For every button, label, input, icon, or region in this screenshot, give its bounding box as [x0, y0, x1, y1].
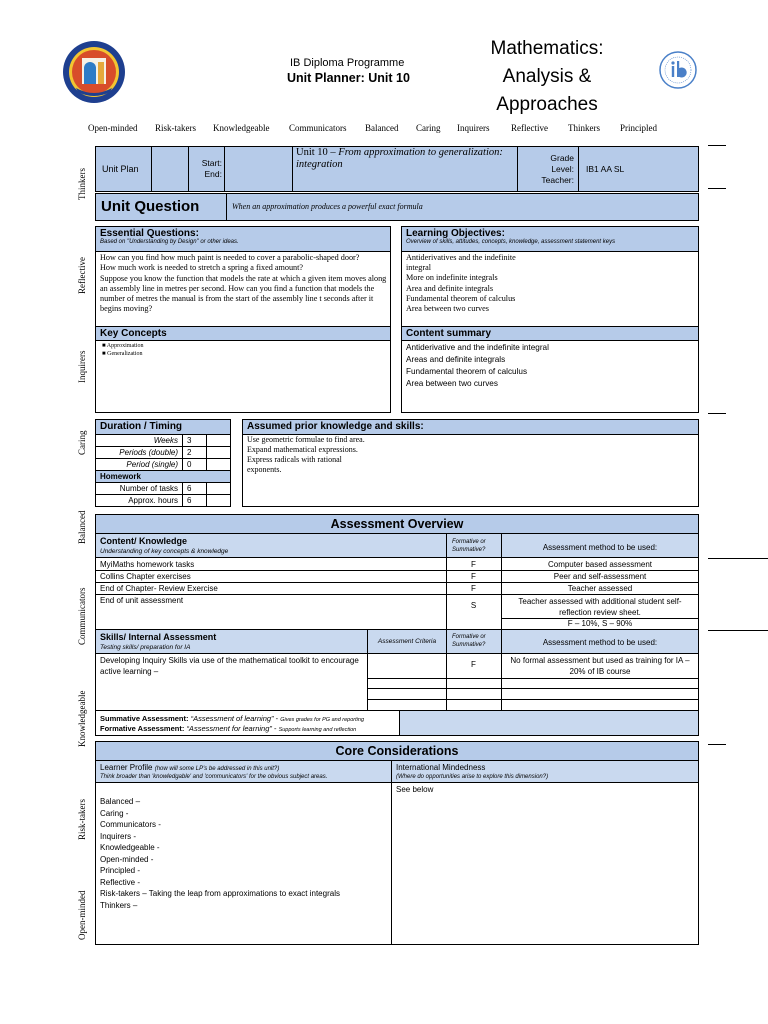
duration-row [96, 459, 230, 471]
end-label: End: [204, 169, 222, 179]
lp-item: Inquirers - [100, 831, 137, 841]
assessment-fs: F [471, 584, 476, 593]
assessment-row: Collins Chapter exercises [100, 572, 191, 581]
unit-title [296, 147, 516, 171]
assessment-row: End of Chapter- Review Exercise [100, 584, 218, 593]
grade-label: Grade [550, 153, 574, 163]
assessment-method: Teacher assessed [567, 584, 633, 593]
duration-value: 0 [187, 460, 192, 469]
profile-knowledgeable: Knowledgeable [213, 123, 270, 133]
skills-sub: Testing skills/ preparation for IA [100, 644, 191, 651]
lp-head: Learner Profile [100, 763, 153, 772]
profile-open-minded: Open-minded [88, 123, 138, 133]
objective-item: Area and definite integrals [406, 283, 494, 293]
side-label-caring: Caring [77, 430, 87, 455]
assessment-fs: F [471, 572, 476, 581]
assessment-fs: S [470, 601, 477, 610]
profile-thinkers: Thinkers [568, 123, 600, 133]
core-box [95, 741, 699, 945]
unit-question-row [95, 193, 699, 221]
prior-knowledge-box [242, 419, 699, 507]
key-concepts-title: Key Concepts [100, 328, 167, 339]
core-title: Core Considerations [335, 744, 459, 758]
im-text: See below [396, 785, 434, 794]
content-summary-item: Area between two curves [406, 379, 498, 388]
summative-quote: “Assessment of learning” [190, 714, 274, 723]
level-label: Level: [551, 164, 574, 174]
content-head: Content/ Knowledge [100, 536, 187, 546]
homework-row [96, 495, 230, 506]
formative-row: Formative Assessment: “Assessment for learning” - Supports learning and reflection [100, 724, 357, 733]
objectives-title: Learning Objectives: [406, 228, 505, 239]
unit-title-text: From approximation to generalization: integration [296, 147, 503, 170]
side-label-thinkers: Thinkers [77, 168, 87, 200]
assessment-row: MyiMaths homework tasks [100, 560, 195, 569]
objectives-box [401, 226, 699, 413]
homework-label: Approx. hours [128, 496, 178, 505]
profile-reflective: Reflective [511, 123, 548, 133]
key-concept-item: ■ Approximation [102, 343, 144, 349]
unit-question-label: Unit Question [101, 198, 200, 215]
start-label: Start: [201, 158, 222, 168]
assessment-box [95, 514, 699, 736]
summative-label: Summative Assessment: [100, 714, 189, 723]
unit-question-text: When an approximation produces a powerful exact formula [232, 202, 423, 211]
lp-item: Risk-takers – Taking the leap from approximations to exact integrals [100, 889, 340, 898]
formative-note: Supports learning and reflection [278, 727, 357, 733]
margin-line [708, 413, 726, 414]
assessment-fs: F [471, 560, 476, 569]
side-label-balanced: Balanced [77, 510, 87, 544]
homework-label: Homework [100, 472, 141, 481]
profile-caring: Caring [416, 123, 441, 133]
unit-title-prefix: Unit 10 – [296, 147, 339, 158]
content-summary-item: Areas and definite integrals [406, 355, 506, 364]
im-sub: (Where do opportunities arise to explore this dimension?) [396, 774, 549, 780]
profile-balanced: Balanced [365, 123, 399, 133]
summative-note: Gives grades for PG and reporting [280, 717, 364, 723]
objective-item: Antiderivatives and the indefinite integral [406, 253, 516, 273]
side-label-knowledgeable: Knowledgeable [77, 690, 87, 747]
formative-label: Formative Assessment: [100, 724, 185, 733]
grade-labels [520, 153, 574, 186]
level-value: IB1 AA SL [586, 164, 625, 174]
lp-item: Caring - [100, 808, 129, 818]
lp-item: Thinkers – [100, 900, 138, 910]
lp-head-row [100, 763, 279, 772]
skills-row: Developing Inquiry Skills via use of the mathematical toolkit to encourage active learning – [100, 656, 359, 676]
content-summary-list [406, 342, 549, 390]
key-concepts-list [102, 342, 143, 358]
margin-line [708, 145, 726, 146]
school-logo [62, 40, 126, 104]
margin-line [708, 188, 726, 189]
duration-row [96, 447, 230, 459]
side-label-inquirers: Inquirers [77, 350, 87, 383]
lp-item: Principled - [100, 866, 141, 875]
side-label-open-minded: Open-minded [77, 890, 87, 940]
content-summary-item: Fundamental theorem of calculus [406, 367, 528, 376]
assessment-method: Peer and self-assessment [553, 572, 647, 581]
assessment-title: Assessment Overview [330, 517, 464, 531]
duration-box [95, 419, 231, 507]
content-summary-title: Content summary [406, 328, 492, 339]
assessment-method: Computer based assessment [547, 560, 653, 569]
criteria-head: Assessment Criteria [377, 638, 437, 645]
subject-line-3: Approaches [496, 94, 598, 115]
assessment-method: Teacher assessed with additional student self-reflection review sheet. [518, 597, 682, 617]
im-head: International Mindedness [396, 763, 486, 772]
lp-item: Reflective - [100, 877, 141, 887]
summative-row: Summative Assessment: “Assessment of learning” - Gives grades for PG and reporting [100, 714, 364, 723]
skills-head: Skills/ Internal Assessment [100, 632, 217, 642]
unit-row [95, 146, 699, 192]
homework-row [96, 471, 230, 483]
side-label-risk-takers: Risk-takers [77, 799, 87, 840]
margin-line [708, 744, 726, 745]
margin-line [708, 630, 768, 631]
profile-communicators: Communicators [289, 123, 347, 133]
lp-item: Balanced – [100, 797, 141, 806]
lp-head-sub: (how will some LP's be addressed in this unit?) [154, 766, 280, 772]
fs-head: Formative or Summative? [452, 539, 486, 553]
content-summary-item: Antiderivative and the indefinite integral [406, 343, 549, 352]
homework-row [96, 483, 230, 495]
lp-sub: Think broader than 'knowledgable' and 'communicators' for the obvious subject areas. [100, 774, 328, 780]
side-label-reflective: Reflective [77, 257, 87, 294]
assessment-title-bar [96, 515, 698, 534]
core-title-bar [96, 742, 698, 761]
essential-text: How can you find how much paint is needed to cover a parabolic-shaped door? How much work is needed to stretch a spring a fixed amount? Suppose you know the function that models the rate at which a given item moves along an assembly line in metres per second. How can you find a function that models the number of metres the manual is from the start of the assembly line t seconds after it begins moving? [100, 253, 387, 314]
duration-row [96, 435, 230, 447]
key-concept-item: ■ Generalization [102, 351, 143, 357]
method-head: Assessment method to be used: [542, 543, 658, 552]
profile-principled: Principled [620, 123, 657, 133]
prior-text: Use geometric formulae to find area. Expand mathematical expressions. Express radicals with rational exponents. [247, 435, 365, 474]
lp-item: Knowledgeable - [100, 843, 160, 852]
skills-method-head: Assessment method to be used: [542, 638, 658, 647]
assessment-grading: F – 10%, S – 90% [567, 619, 633, 628]
homework-label: Number of tasks [119, 484, 178, 493]
subject-line-1: Mathematics: [490, 38, 604, 59]
formative-quote: “Assessment for learning” [186, 724, 272, 733]
lp-item: Communicators - [100, 820, 161, 829]
planner-title: Unit Planner: Unit 10 [287, 71, 410, 85]
objectives-list [406, 253, 536, 314]
objective-item: More on indefinite integrals [406, 273, 498, 283]
objectives-sub: Overview of skills, attitudes, concepts, knowledge, assessment statement keys [406, 239, 616, 245]
profile-risk-takers: Risk-takers [155, 123, 196, 133]
skills-method: No formal assessment but used as training for IA – 20% of IB course [510, 656, 690, 676]
profile-inquirers: Inquirers [457, 123, 490, 133]
lp-item: Open-minded - [100, 854, 154, 864]
objective-item: Fundamental theorem of calculus [406, 293, 516, 303]
content-sub: Understanding of key concepts & knowledge [100, 548, 229, 555]
duration-label: Weeks [153, 436, 178, 445]
side-label-communicators: Communicators [77, 587, 87, 645]
essential-box [95, 226, 391, 413]
duration-value: 3 [187, 436, 192, 445]
prior-title: Assumed prior knowledge and skills: [247, 421, 424, 432]
unit-plan-label: Unit Plan [102, 164, 139, 174]
objective-item: Area between two curves [406, 304, 489, 314]
margin-line [708, 558, 768, 559]
essential-title: Essential Questions: [100, 228, 199, 239]
subject-line-2: Analysis & [502, 66, 592, 87]
essential-sub: Based on "Understanding by Design" or other ideas. [100, 239, 239, 245]
duration-value: 2 [187, 448, 192, 457]
homework-value: 6 [187, 496, 192, 505]
teacher-label: Teacher: [541, 175, 574, 185]
duration-label: Period (single) [126, 460, 178, 469]
programme-title: IB Diploma Programme [290, 57, 405, 69]
assessment-row: End of unit assessment [100, 596, 184, 605]
skills-fs: F [471, 660, 476, 669]
subject-title [462, 35, 632, 119]
duration-label: Periods (double) [119, 448, 178, 457]
homework-value: 6 [187, 484, 192, 493]
skills-fs-head: Formative or Summative? [452, 634, 486, 648]
duration-title: Duration / Timing [100, 421, 183, 432]
lp-list [100, 796, 340, 911]
ib-logo [658, 50, 698, 90]
